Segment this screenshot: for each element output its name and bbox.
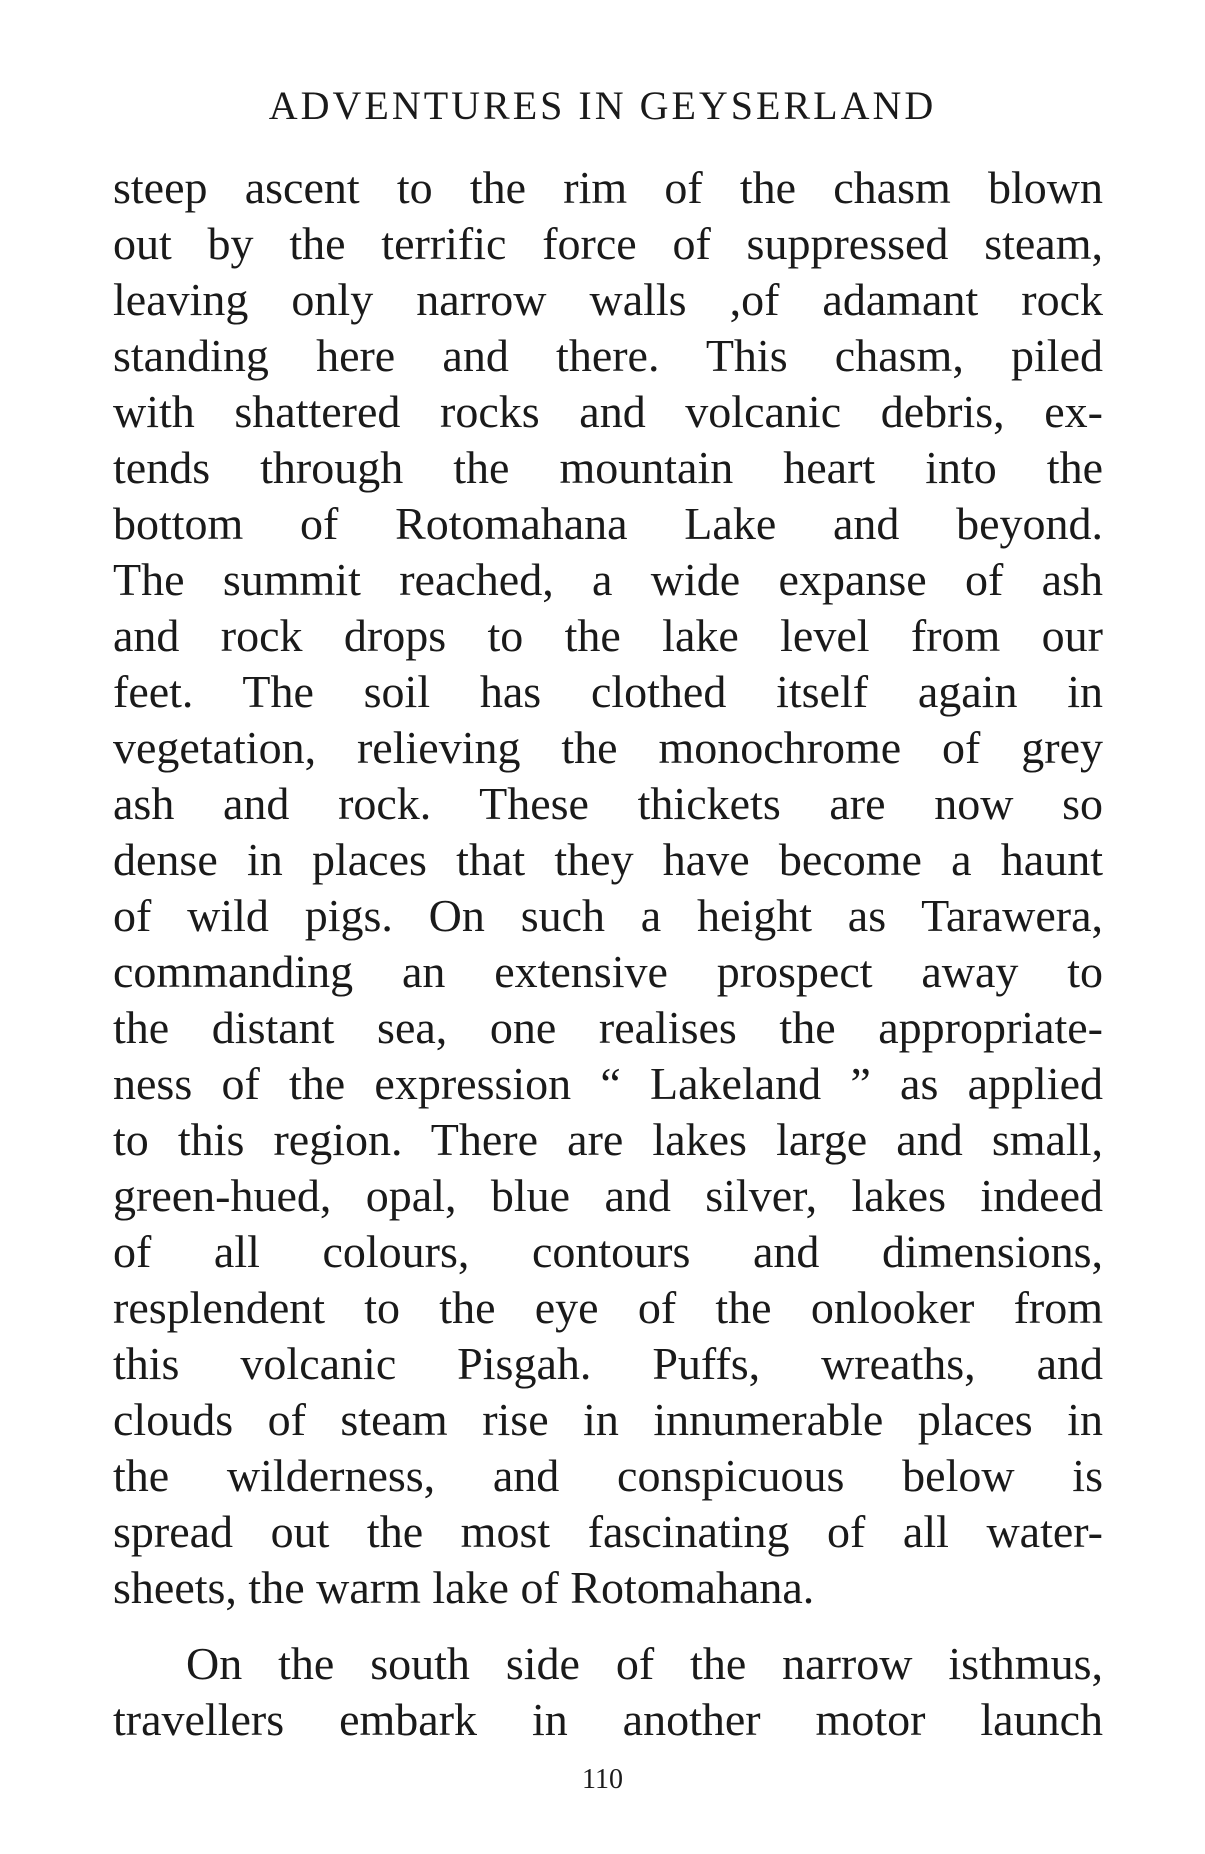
text-line: sheets, the warm lake of Rotomahana. (113, 1562, 815, 1613)
text-line: of all colours, contours and dimensions, (113, 1226, 1103, 1277)
text-line: spread out the most fascinating of all water- (113, 1506, 1103, 1557)
text-line: to this region. There are lakes large and small, (113, 1114, 1103, 1165)
text-line: with shattered rocks and volcanic debris, ex- (113, 386, 1103, 437)
text-line: the wilderness, and conspicuous below is (113, 1450, 1103, 1501)
page-number: 110 (582, 1764, 623, 1795)
text-line: clouds of steam rise in innumerable places in (113, 1394, 1103, 1445)
text-line: of wild pigs. On such a height as Tarawera, (113, 890, 1103, 941)
text-line: standing here and there. This chasm, piled (113, 330, 1103, 381)
text-line: ness of the expression “ Lakeland ” as applied (113, 1058, 1103, 1109)
text-line: green-hued, opal, blue and silver, lakes indeed (113, 1170, 1103, 1221)
text-line: and rock drops to the lake level from our (113, 610, 1103, 661)
paragraph-gap (113, 1616, 1103, 1636)
paragraph-1 (113, 160, 1103, 1616)
body-text (113, 160, 1103, 1748)
text-line: On the south side of the narrow isthmus, (186, 1638, 1103, 1689)
text-line: commanding an extensive prospect away to (113, 946, 1103, 997)
text-line: bottom of Rotomahana Lake and beyond. (113, 498, 1103, 549)
text-line: The summit reached, a wide expanse of ash (113, 554, 1103, 605)
text-line: tends through the mountain heart into the (113, 442, 1103, 493)
text-line: resplendent to the eye of the onlooker from (113, 1282, 1103, 1333)
text-line: out by the terrific force of suppressed steam, (113, 218, 1103, 269)
text-line: this volcanic Pisgah. Puffs, wreaths, and (113, 1338, 1103, 1389)
running-head: ADVENTURES IN GEYSERLAND (268, 83, 937, 128)
text-line: the distant sea, one realises the appropriate- (113, 1002, 1103, 1053)
text-line: vegetation, relieving the monochrome of grey (113, 722, 1103, 773)
paragraph-2 (113, 1636, 1103, 1748)
text-line: travellers embark in another motor launch (113, 1694, 1103, 1745)
text-line: leaving only narrow walls ,of adamant rock (113, 274, 1103, 325)
text-line: dense in places that they have become a haunt (113, 834, 1103, 885)
text-line: steep ascent to the rim of the chasm blown (113, 162, 1103, 213)
text-line: ash and rock. These thickets are now so (113, 778, 1103, 829)
text-line: feet. The soil has clothed itself again in (113, 666, 1103, 717)
